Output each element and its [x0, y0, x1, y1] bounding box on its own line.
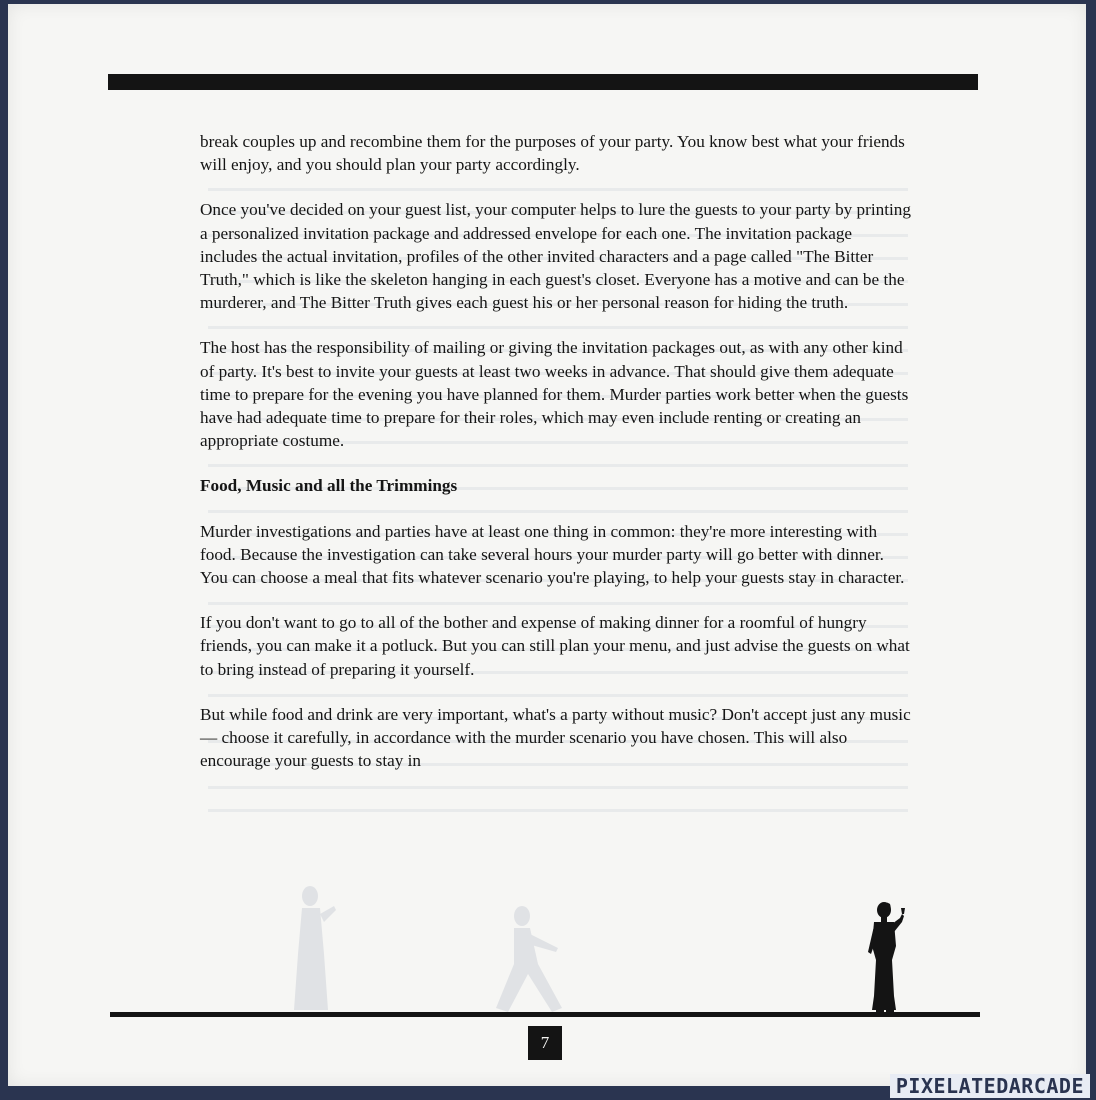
paragraph-couples: break couples up and recombine them for the purposes of your party. You know best what your friends will enjoy, and you should plan your party accordingly.	[200, 132, 905, 175]
body-text	[200, 130, 912, 794]
paragraph-music: But while food and drink are very important, what's a party without music? Don't accept just any music — choose it carefully, in accordance with the murder scenario you have chosen. This will also encourage your guests to stay in	[200, 704, 911, 771]
section-heading: Food, Music and all the Trimmings	[200, 476, 458, 496]
paragraph-guest-list: Once you've decided on your guest list, your computer helps to lure the guests to your party by printing a personalized invitation package and addressed envelope for each one. The invitation package includes the actual invitation, profiles of the other invited characters and a page called "The Bitter Truth," which is like the skeleton hanging in each guest's closet. Everyone has a motive and can be the murderer, and The Bitter Truth gives each guest his or her personal reason for hiding the truth.	[200, 200, 911, 313]
paragraph-food: Murder investigations and parties have at least one thing in common: they're more interesting with food. Because the investigation can take several hours your murder party will go better with dinner. You can choose a meal that fits whatever scenario you're playing, to help your guests stay in character.	[200, 521, 905, 588]
header-bar	[108, 74, 978, 90]
paragraph-host: The host has the responsibility of mailing or giving the invitation packages out, as with any other kind of party. It's best to invite your guests at least two weeks in advance. That should give them adequate time to prepare for the evening you have planned for them. Murder parties work better when the guests have had adequate time to prepare for their roles, which may even include renting or creating an appropriate costume.	[200, 338, 909, 451]
woman-silhouette-icon	[860, 900, 910, 1016]
ghost-figure-left-icon	[288, 884, 338, 1014]
paragraph-potluck: If you don't want to go to all of the bother and expense of making dinner for a roomful of hungry friends, you can make it a potluck. But you can still plan your menu, and just advise the guests on what to bring instead of preparing it yourself.	[200, 613, 910, 679]
watermark-logo: PIXELATEDARCADE	[890, 1074, 1090, 1098]
manual-page	[8, 4, 1086, 1086]
ghost-figure-running-icon	[478, 904, 568, 1014]
footer-rule	[110, 1012, 980, 1017]
page-number: 7	[528, 1026, 562, 1060]
